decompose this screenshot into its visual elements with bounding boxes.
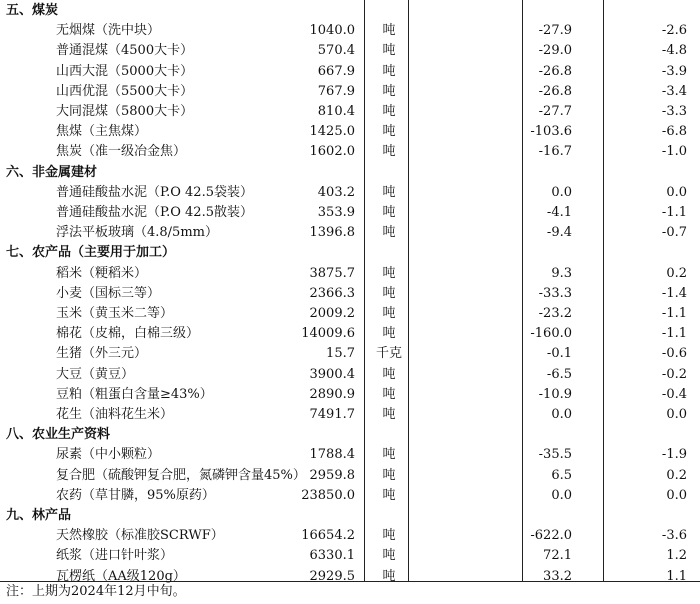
commodity-name: 普通硅酸盐水泥（P.O 42.5袋装） — [56, 184, 253, 200]
unit-cell: 吨 — [382, 548, 396, 564]
section-header-row — [0, 425, 700, 445]
commodity-name: 棉花（皮棉，白棉三级） — [56, 326, 200, 342]
price-cell: 1040.0 — [309, 23, 355, 39]
price-cell: 1396.8 — [309, 225, 355, 241]
table-row — [0, 324, 700, 344]
commodity-name: 天然橡胶（标准胶SCRWF） — [56, 528, 224, 544]
change-cell: -10.9 — [538, 386, 572, 402]
change-cell: -622.0 — [530, 528, 572, 544]
unit-cell: 吨 — [382, 23, 396, 39]
change-cell: 6.5 — [551, 467, 572, 483]
percent-change-cell: -0.2 — [661, 366, 687, 382]
price-cell: 1602.0 — [309, 144, 355, 160]
percent-change-cell: -2.6 — [661, 23, 687, 39]
price-cell: 810.4 — [317, 104, 355, 119]
price-cell: 353.9 — [317, 205, 355, 220]
unit-cell: 吨 — [382, 568, 396, 584]
section-title: 五、煤炭 — [6, 3, 59, 18]
unit-cell: 吨 — [382, 205, 396, 220]
percent-change-cell: -1.1 — [661, 326, 687, 342]
price-cell: 15.7 — [326, 346, 355, 362]
percent-change-cell: 0.0 — [666, 407, 687, 422]
unit-cell: 吨 — [382, 104, 396, 119]
price-cell: 3875.7 — [309, 265, 355, 281]
commodity-name: 农药（草甘膦，95%原药） — [56, 487, 215, 503]
price-cell: 1425.0 — [309, 124, 355, 140]
percent-change-cell: 1.2 — [666, 548, 687, 564]
section-title: 八、农业生产资料 — [6, 427, 111, 443]
price-cell: 23850.0 — [301, 487, 355, 503]
change-cell: -27.7 — [538, 104, 572, 119]
section-header-row — [0, 506, 700, 526]
unit-cell: 吨 — [382, 528, 396, 544]
price-cell: 403.2 — [317, 184, 355, 200]
price-cell: 2890.9 — [309, 386, 355, 402]
percent-change-cell: -1.1 — [661, 205, 687, 220]
unit-cell: 吨 — [382, 83, 396, 99]
unit-cell: 吨 — [382, 63, 396, 79]
unit-cell: 吨 — [382, 225, 396, 241]
unit-cell: 吨 — [382, 447, 396, 463]
unit-cell: 吨 — [382, 43, 396, 59]
unit-cell: 吨 — [382, 285, 396, 301]
commodity-name: 普通混煤（4500大卡） — [56, 43, 194, 59]
table-row — [0, 365, 700, 385]
commodity-name: 焦炭（准一级冶金焦） — [56, 144, 187, 160]
table-row — [0, 405, 700, 425]
commodity-name: 稻米（粳稻米） — [56, 265, 148, 281]
commodity-name: 大同混煤（5800大卡） — [56, 104, 194, 119]
section-header-row — [0, 243, 700, 263]
price-cell: 2366.3 — [309, 285, 355, 301]
percent-change-cell: 0.2 — [666, 467, 687, 483]
change-cell: -160.0 — [530, 326, 572, 342]
commodity-name: 复合肥（硫酸钾复合肥，氮磷钾含量45%） — [56, 467, 306, 483]
unit-cell: 吨 — [382, 306, 396, 321]
change-cell: 0.0 — [551, 407, 572, 422]
change-cell: -33.3 — [538, 285, 572, 301]
table-row — [0, 526, 700, 546]
percent-change-cell: -6.8 — [661, 124, 687, 140]
section-header-row — [0, 163, 700, 183]
percent-change-cell: -3.6 — [661, 528, 687, 544]
commodity-name: 无烟煤（洗中块） — [56, 23, 161, 39]
change-cell: 33.2 — [543, 568, 572, 584]
section-header-row — [0, 1, 700, 21]
price-cell: 2929.5 — [309, 568, 355, 584]
change-cell: -29.0 — [538, 43, 572, 59]
commodity-name: 普通硅酸盐水泥（P.O 42.5散装） — [56, 205, 253, 220]
unit-cell: 吨 — [382, 124, 396, 140]
commodity-name: 豆粕（粗蛋白含量≥43%） — [56, 386, 213, 402]
price-cell: 7491.7 — [309, 407, 355, 422]
percent-change-cell: 0.0 — [666, 487, 687, 503]
table-row — [0, 385, 700, 405]
change-cell: -9.4 — [546, 225, 572, 241]
change-cell: -103.6 — [530, 124, 572, 140]
commodity-name: 大豆（黄豆） — [56, 366, 135, 382]
unit-cell: 吨 — [382, 487, 396, 503]
commodity-name: 尿素（中小颗粒） — [56, 447, 161, 463]
change-cell: -23.2 — [538, 306, 572, 321]
percent-change-cell: -0.4 — [661, 386, 687, 402]
commodity-name: 纸浆（进口针叶浆） — [56, 548, 174, 564]
commodity-name: 瓦楞纸（AA级120g） — [56, 568, 186, 584]
table-row — [0, 264, 700, 284]
table-row — [0, 466, 700, 486]
percent-change-cell: 0.0 — [666, 184, 687, 200]
change-cell: -4.1 — [546, 205, 572, 220]
table-row — [0, 21, 700, 41]
section-title: 七、农产品（主要用于加工） — [6, 245, 176, 261]
commodity-name: 生猪（外三元） — [56, 346, 148, 362]
unit-cell: 吨 — [382, 407, 396, 422]
footnote: 注：上期为2024年12月中旬。 — [6, 584, 186, 599]
percent-change-cell: -1.4 — [661, 285, 687, 301]
percent-change-cell: 0.2 — [666, 265, 687, 281]
commodity-name: 山西大混（5000大卡） — [56, 63, 194, 79]
price-cell: 16654.2 — [301, 528, 355, 544]
table-row — [0, 203, 700, 223]
percent-change-cell: -1.0 — [661, 144, 687, 160]
table-row — [0, 183, 700, 203]
table-row — [0, 62, 700, 82]
table-row — [0, 486, 700, 506]
unit-cell: 吨 — [382, 467, 396, 483]
table-row — [0, 102, 700, 122]
price-cell: 570.4 — [317, 43, 355, 59]
table-row — [0, 122, 700, 142]
change-cell: 0.0 — [551, 184, 572, 200]
percent-change-cell: -4.8 — [661, 43, 687, 59]
percent-change-cell: -1.9 — [661, 447, 687, 463]
table-row — [0, 284, 700, 304]
change-cell: -27.9 — [538, 23, 572, 39]
change-cell: -6.5 — [546, 366, 572, 382]
percent-change-cell: -0.7 — [661, 225, 687, 241]
price-cell: 2959.8 — [309, 467, 355, 483]
table-row — [0, 223, 700, 243]
change-cell: -35.5 — [538, 447, 572, 463]
unit-cell: 吨 — [382, 265, 396, 281]
percent-change-cell: 1.1 — [666, 568, 687, 584]
price-cell: 14009.6 — [301, 326, 355, 342]
table-row — [0, 82, 700, 102]
unit-cell: 吨 — [382, 326, 396, 342]
price-cell: 6330.1 — [309, 548, 355, 564]
unit-cell: 吨 — [382, 184, 396, 200]
table-row — [0, 142, 700, 162]
change-cell: 0.0 — [551, 487, 572, 503]
commodity-name: 焦煤（主焦煤） — [56, 124, 148, 140]
section-title: 六、非金属建材 — [6, 164, 98, 180]
table-row — [0, 546, 700, 566]
unit-cell: 吨 — [382, 144, 396, 160]
percent-change-cell: -0.6 — [661, 346, 687, 362]
change-cell: -26.8 — [538, 63, 572, 79]
unit-cell: 吨 — [382, 366, 396, 382]
unit-cell: 千克 — [375, 346, 402, 362]
change-cell: -0.1 — [546, 346, 572, 362]
change-cell: -16.7 — [538, 144, 572, 160]
commodity-name: 玉米（黄玉米二等） — [56, 306, 174, 321]
price-cell: 767.9 — [317, 83, 355, 99]
commodity-name: 浮法平板玻璃（4.8/5mm） — [56, 225, 218, 241]
percent-change-cell: -1.1 — [661, 306, 687, 321]
unit-cell: 吨 — [382, 386, 396, 402]
change-cell: 72.1 — [543, 548, 572, 564]
commodity-name: 小麦（国标三等） — [56, 285, 161, 301]
change-cell: -26.8 — [538, 83, 572, 99]
section-title: 九、林产品 — [6, 508, 72, 523]
percent-change-cell: -3.9 — [661, 63, 687, 79]
commodity-name: 山西优混（5500大卡） — [56, 83, 194, 99]
price-cell: 1788.4 — [309, 447, 355, 463]
price-cell: 2009.2 — [309, 306, 355, 321]
table-row — [0, 445, 700, 465]
change-cell: 9.3 — [551, 265, 572, 281]
commodity-name: 花生（油料花生米） — [56, 407, 174, 422]
percent-change-cell: -3.4 — [661, 83, 687, 99]
table-row — [0, 304, 700, 324]
table-row — [0, 344, 700, 364]
table-row — [0, 41, 700, 61]
price-cell: 3900.4 — [309, 366, 355, 382]
price-cell: 667.9 — [317, 63, 355, 79]
percent-change-cell: -3.3 — [661, 104, 687, 119]
